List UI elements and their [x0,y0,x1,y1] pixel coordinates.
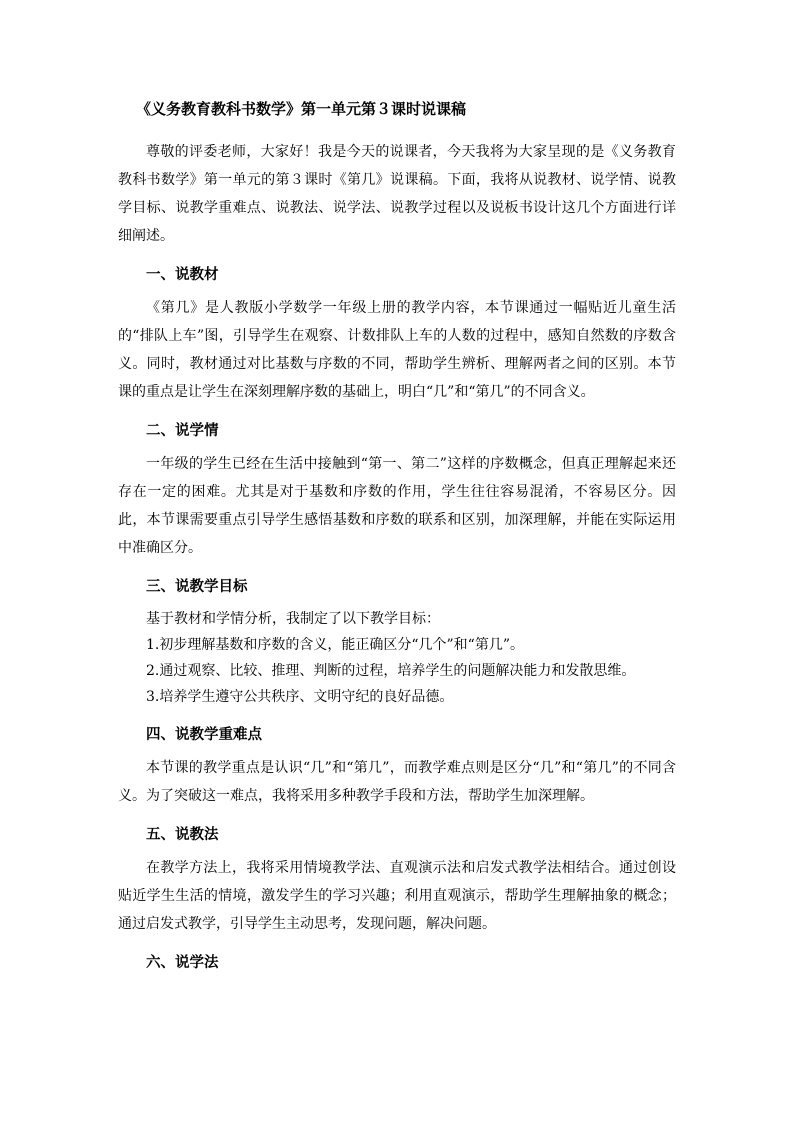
objective-item: 1.初步理解基数和序数的含义，能正确区分“几个”和“第几”。 [146,637,524,653]
section-body-teaching-methods: 在教学方法上，我将采用情境教学法、直观演示法和启发式教学法相结合。通过创设贴近学生生活的情境，激发学生的学习兴趣；利用直观演示，帮助学生理解抽象的概念；通过启发式教学，引导学生主动思考，发现问题，解决问题。 [118,860,676,932]
objectives-lead: 基于教材和学情分析，我制定了以下教学目标： [146,611,440,627]
section-heading-textbook: 一、说教材 [146,267,219,283]
section-heading-students: 二、说学情 [146,423,219,439]
document-title: 《义务教育教科书数学》第一单元第３课时说课稿 [136,100,467,118]
section-body-students: 一年级的学生已经在生活中接触到“第一、第二”这样的序数概念，但真正理解起来还存在一定的困难。尤其是对于基数和序数的作用，学生往往容易混淆，不容易区分。因此，本节课需要重点引导学生感悟基数和序数的联系和区别，加深理解，并能在实际运用中准确区分。 [118,456,676,556]
section-body-key-points: 本节课的教学重点是认识“几”和“第几”，而教学难点则是区分“几”和“第几”的不同含义。为了突破这一难点，我将采用多种教学手段和方法，帮助学生加深理解。 [118,760,676,804]
document-body [118,98,676,974]
objective-item: 3.培养学生遵守公共秩序、文明守纪的良好品德。 [146,689,454,705]
section-body-textbook: 《第几》是人教版小学数学一年级上册的教学内容，本节课通过一幅贴近儿童生活的“排队上车”图，引导学生在观察、计数排队上车的人数的过程中，感知自然数的序数含义。同时，教材通过对比基数与序数的不同，帮助学生辨析、理解两者之间的区别。本节课的重点是让学生在深刻理解序数的基础上，明白“几”和“第几”的不同含义。 [118,300,676,400]
section-heading-key-points: 四、说教学重难点 [146,727,262,743]
objective-item: 2.通过观察、比较、推理、判断的过程，培养学生的问题解决能力和发散思维。 [146,663,636,679]
section-heading-teaching-methods: 五、说教法 [146,827,219,843]
section-heading-objectives: 三、说教学目标 [146,579,248,595]
intro-paragraph: 尊敬的评委老师，大家好！我是今天的说课者，今天我将为大家呈现的是《义务教育教科书数学》第一单元的第３课时《第几》说课稿。下面，我将从说教材、说学情、说教学目标、说教学重难点、说教法、说学法、说教学过程以及说板书设计这几个方面进行详细阐述。 [118,144,676,244]
section-heading-learning-methods: 六、说学法 [146,955,219,971]
